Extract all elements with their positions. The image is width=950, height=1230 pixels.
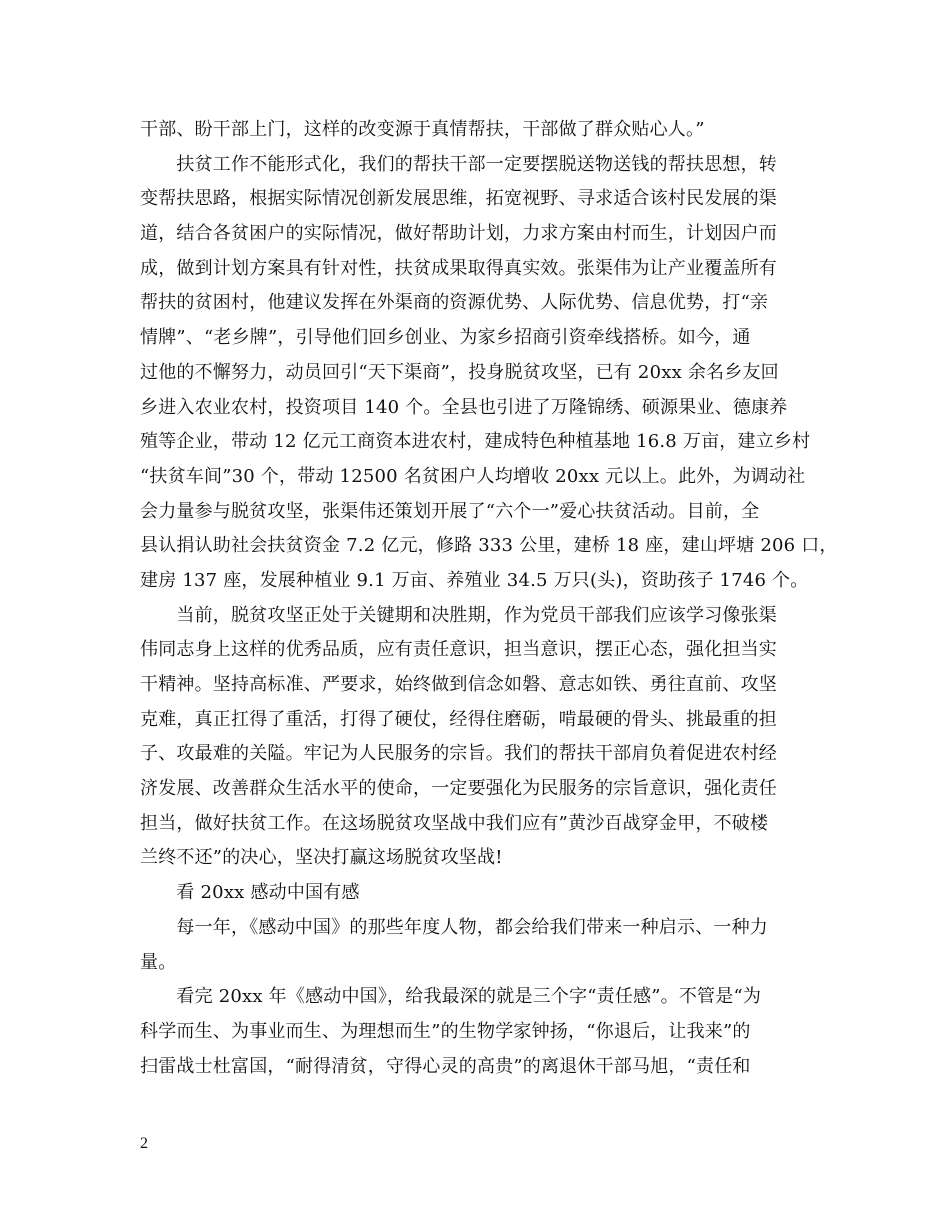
text-line: 子、攻最难的关隘。牢记为人民服务的宗旨。我们的帮扶干部肩负着促进农村经: [140, 743, 777, 765]
text-line: 道，结合各贫困户的实际情况，做好帮助计划，力求方案由村而生，计划因户而: [140, 223, 777, 245]
text-line: 扶贫工作不能形式化，我们的帮扶干部一定要摆脱送物送钱的帮扶思想，转: [140, 153, 777, 175]
text-line: 干精神。坚持高标准、严要求，始终做到信念如磐、意志如铁、勇往直前、攻坚: [140, 674, 777, 695]
text-line: 伟同志身上这样的优秀品质，应有责任意识，担当意识，摆正心态，强化担当实: [140, 639, 777, 661]
text-line: 建房 137 座，发展种植业 9.1 万亩、养殖业 34.5 万只(头)，资助孩子 1746 个。: [140, 569, 809, 591]
text-line: 担当，做好扶贫工作。在这场脱贫攻坚战中我们应有”黄沙百战穿金甲，不破楼: [140, 812, 769, 834]
text-line: 成，做到计划方案具有针对性，扶贫成果取得真实效。张渠伟为让产业覆盖所有: [140, 257, 777, 279]
text-line: 帮扶的贫困村，他建议发挥在外渠商的资源优势、人际优势、信息优势，打“亲: [140, 292, 769, 314]
text-line: 县认捐认助社会扶贫资金 7.2 亿元，修路 333 公里，建桥 18 座，建山坪塘 206 口，: [140, 535, 838, 557]
text-line: 乡进入农业农村，投资项目 140 个。全县也引进了万隆锦绣、硕源果业、德康养: [140, 396, 788, 418]
text-line: 克难，真正扛得了重活，打得了硬仗，经得住磨砺，啃最硬的骨头、挑最重的担: [140, 708, 777, 730]
text-line: 当前，脱贫攻坚正处于关键期和决胜期，作为党员干部我们应该学习像张渠: [140, 604, 777, 626]
text-line: 兰终不还”的决心，坚决打赢这场脱贫攻坚战!: [140, 847, 503, 869]
text-line: 量。: [140, 951, 177, 973]
text-line: 会力量参与脱贫攻坚，张渠伟还策划开展了“六个一”爱心扶贫活动。目前，全: [140, 500, 760, 522]
text-line: 济发展、改善群众生活水平的使命，一定要强化为民服务的宗旨意识，强化责任: [140, 778, 777, 800]
text-line: 殖等企业，带动 12 亿元工商资本进农村，建成特色种植基地 16.8 万亩，建立乡村: [140, 431, 811, 453]
section-heading: 看 20xx 感动中国有感: [140, 882, 360, 904]
text-line: 科学而生、为事业而生、为理想而生”的生物学家钟扬，“你退后，让我来”的: [140, 1020, 751, 1042]
text-line: 过他的不懈努力，动员回引“天下渠商”，投身脱贫攻坚，已有 20xx 余名乡友回: [140, 361, 779, 383]
text-line: 干部、盼干部上门，这样的改变源于真情帮扶，干部做了群众贴心人。”: [140, 119, 705, 140]
body-text: [140, 113, 838, 1084]
text-line: 每一年，《感动中国》的那些年度人物，都会给我们带来一种启示、一种力: [140, 916, 768, 938]
text-line: 情牌”、“老乡牌”，引导他们回乡创业、为家乡招商引资牵线搭桥。如今，通: [140, 327, 751, 349]
text-line: 看完 20xx 年《感动中国》，给我最深的就是三个字“责任感”。不管是“为: [140, 986, 762, 1008]
page-number: 2: [140, 1135, 148, 1152]
text-line: 扫雷战士杜富国，“耐得清贫，守得心灵的高贵”的离退休干部马旭，“责任和: [140, 1055, 751, 1077]
text-line: 变帮扶思路，根据实际情况创新发展思维，拓宽视野、寻求适合该村民发展的渠: [140, 188, 777, 210]
text-line: “扶贫车间”30 个，带动 12500 名贫困户人均增收 20xx 元以上。此外，为调动社: [140, 465, 806, 487]
